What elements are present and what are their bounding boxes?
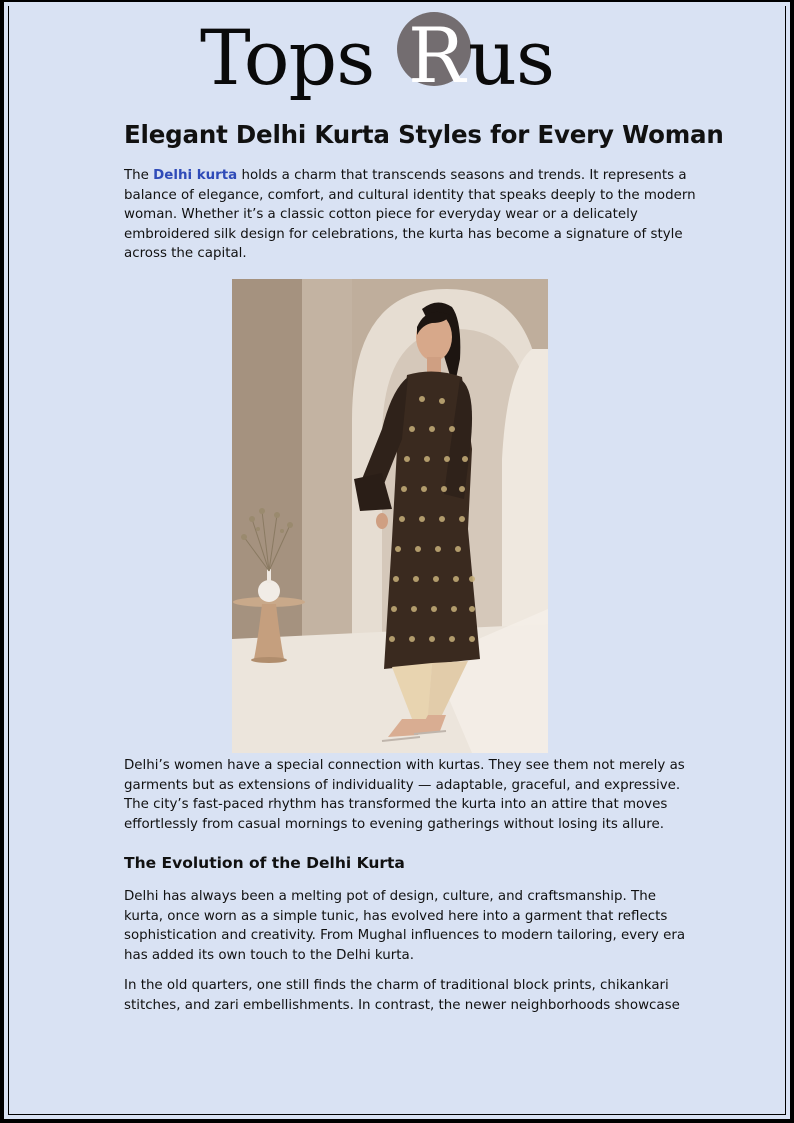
page-title: Elegant Delhi Kurta Styles for Every Woman	[124, 120, 724, 149]
logo-text-left: Tops	[200, 13, 375, 102]
intro-rest: holds a charm that transcends seasons and trends. It represents a balance of elegance, comfort, and cultural identity that speaks deeply to the modern woman. Whether it’s a classic cotton piece for everyday wear or a delicately embroidered silk design for celebrations, the kurta has become a signature of style across the capital.	[124, 168, 696, 262]
topsrus-logo[interactable]	[200, 12, 570, 112]
logo-text-right: us	[468, 13, 554, 102]
delhi-kurta-link[interactable]: Delhi kurta	[153, 168, 238, 183]
section-heading: The Evolution of the Delhi Kurta	[124, 854, 405, 872]
logo-letter-r: R	[408, 11, 466, 100]
paragraph-old-quarters: In the old quarters, one still finds the charm of traditional block prints, chikankari stitches, and zari embellishments. In contrast, the newer neighborhoods showcase	[124, 978, 680, 1013]
paragraph-connection: Delhi’s women have a special connection with kurtas. They see them not merely as garments but as extensions of individuality — adaptable, graceful, and expressive. The city’s fast-paced rhythm has transformed the kurta into an attire that moves effortlessly from casual mornings to evening gatherings without losing its allure.	[124, 758, 685, 832]
paragraph-evolution: Delhi has always been a melting pot of design, culture, and craftsmanship. The kurta, once worn as a simple tunic, has evolved here into a garment that reflects sophistication and creativity. From Mughal influences to modern tailoring, every era has added its own touch to the Delhi kurta.	[124, 889, 686, 963]
intro-paragraph	[124, 166, 699, 264]
intro-lead: The	[124, 168, 154, 183]
woman-in-kurta-photo	[232, 279, 548, 753]
